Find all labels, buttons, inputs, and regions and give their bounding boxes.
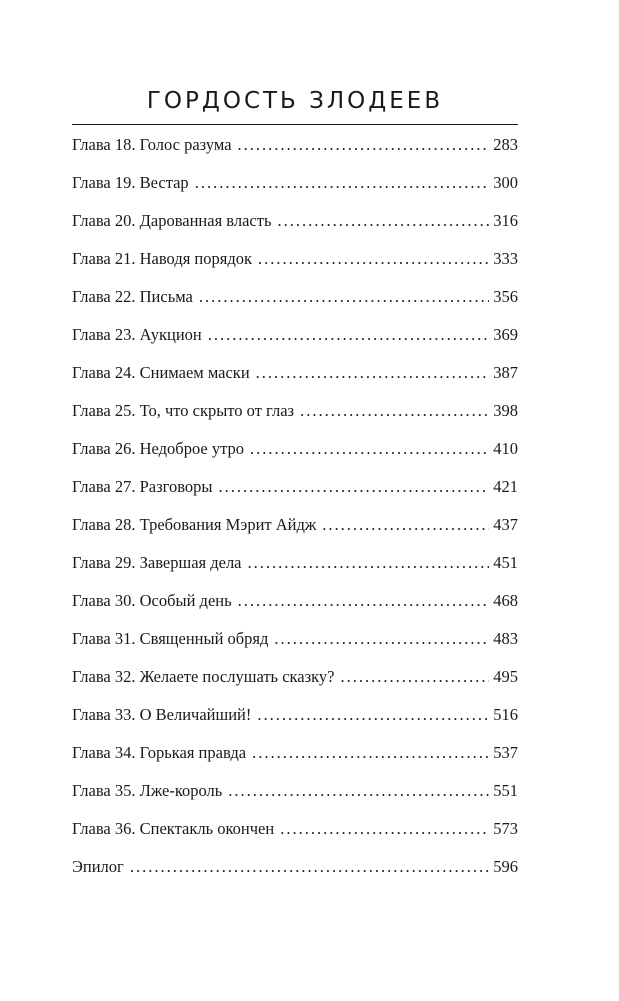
toc-entry-title: Глава 32. Желаете послушать сказку? xyxy=(72,667,335,686)
toc-dot-leader xyxy=(252,741,489,765)
toc-dot-leader xyxy=(199,285,489,309)
toc-entry xyxy=(72,171,518,209)
toc-entry-title: Глава 28. Требования Мэрит Айдж xyxy=(72,515,317,534)
toc-entry-title: Глава 25. То, что скрыто от глаз xyxy=(72,401,295,420)
toc-page-number: 421 xyxy=(493,477,518,496)
toc-entry xyxy=(72,437,518,475)
toc-dot-leader xyxy=(238,133,490,157)
toc-page-number: 551 xyxy=(493,781,518,800)
toc-page-number: 333 xyxy=(493,249,518,268)
toc-entry-title: Глава 34. Горькая правда xyxy=(72,743,247,762)
toc-page-number: 387 xyxy=(493,363,518,382)
toc-entry-title: Глава 27. Разговоры xyxy=(72,477,213,496)
toc-entry-title: Глава 20. Дарованная власть xyxy=(72,211,272,230)
toc-entry-title: Глава 33. О Величайший! xyxy=(72,705,252,724)
toc-entry-title: Глава 29. Завершая дела xyxy=(72,553,242,572)
toc-entry xyxy=(72,855,518,893)
toc-dot-leader xyxy=(250,437,489,461)
toc-page-number: 300 xyxy=(493,173,518,192)
toc-dot-leader xyxy=(257,703,489,727)
toc-page-number: 410 xyxy=(493,439,518,458)
toc-entry xyxy=(72,361,518,399)
toc-page-number: 468 xyxy=(493,591,518,610)
toc-entry-title: Глава 22. Письма xyxy=(72,287,193,306)
table-of-contents xyxy=(72,133,518,893)
toc-entry xyxy=(72,741,518,779)
toc-page-number: 516 xyxy=(493,705,518,724)
toc-dot-leader xyxy=(341,665,490,689)
toc-entry-title: Глава 18. Голос разума xyxy=(72,135,232,154)
toc-entry-title: Глава 26. Недоброе утро xyxy=(72,439,245,458)
toc-entry xyxy=(72,475,518,513)
toc-page-number: 537 xyxy=(493,743,518,762)
toc-page-number: 283 xyxy=(493,135,518,154)
toc-entry xyxy=(72,627,518,665)
toc-entry-title: Глава 30. Особый день xyxy=(72,591,232,610)
toc-entry xyxy=(72,817,518,855)
toc-dot-leader xyxy=(322,513,489,537)
toc-entry xyxy=(72,247,518,285)
toc-entry-title: Глава 19. Вестар xyxy=(72,173,189,192)
header-rule xyxy=(72,124,518,125)
toc-dot-leader xyxy=(274,627,489,651)
toc-entry xyxy=(72,513,518,551)
running-head: ГОРДОСТЬ ЗЛОДЕЕВ xyxy=(146,88,444,114)
toc-entry xyxy=(72,133,518,171)
toc-entry xyxy=(72,285,518,323)
toc-page-number: 437 xyxy=(493,515,518,534)
toc-entry-title: Эпилог xyxy=(72,857,124,876)
toc-dot-leader xyxy=(195,171,490,195)
toc-page-number: 451 xyxy=(493,553,518,572)
toc-dot-leader xyxy=(278,209,490,233)
toc-entry xyxy=(72,399,518,437)
toc-dot-leader xyxy=(248,551,490,575)
toc-page-number: 316 xyxy=(493,211,518,230)
toc-entry-title: Глава 24. Снимаем маски xyxy=(72,363,250,382)
toc-entry-title: Глава 35. Лже-король xyxy=(72,781,223,800)
toc-entry xyxy=(72,589,518,627)
toc-entry xyxy=(72,323,518,361)
toc-dot-leader xyxy=(238,589,490,613)
toc-entry xyxy=(72,703,518,741)
toc-entry-title: Глава 21. Наводя порядок xyxy=(72,249,253,268)
toc-entry xyxy=(72,209,518,247)
toc-dot-leader xyxy=(208,323,490,347)
toc-page-number: 398 xyxy=(493,401,518,420)
toc-entry-title: Глава 31. Священный обряд xyxy=(72,629,269,648)
toc-entry-title: Глава 23. Аукцион xyxy=(72,325,202,344)
toc-dot-leader xyxy=(228,779,489,803)
toc-page-number: 573 xyxy=(493,819,518,838)
toc-dot-leader xyxy=(258,247,489,271)
toc-dot-leader xyxy=(130,855,489,879)
toc-page-number: 495 xyxy=(493,667,518,686)
toc-entry xyxy=(72,665,518,703)
toc-dot-leader xyxy=(256,361,490,385)
toc-entry-title: Глава 36. Спектакль окончен xyxy=(72,819,275,838)
toc-dot-leader xyxy=(219,475,490,499)
toc-page-number: 483 xyxy=(493,629,518,648)
toc-page-number: 369 xyxy=(493,325,518,344)
toc-page-number: 596 xyxy=(493,857,518,876)
toc-page-number: 356 xyxy=(493,287,518,306)
toc-dot-leader xyxy=(300,399,489,423)
toc-entry xyxy=(72,779,518,817)
toc-entry xyxy=(72,551,518,589)
toc-dot-leader xyxy=(280,817,489,841)
